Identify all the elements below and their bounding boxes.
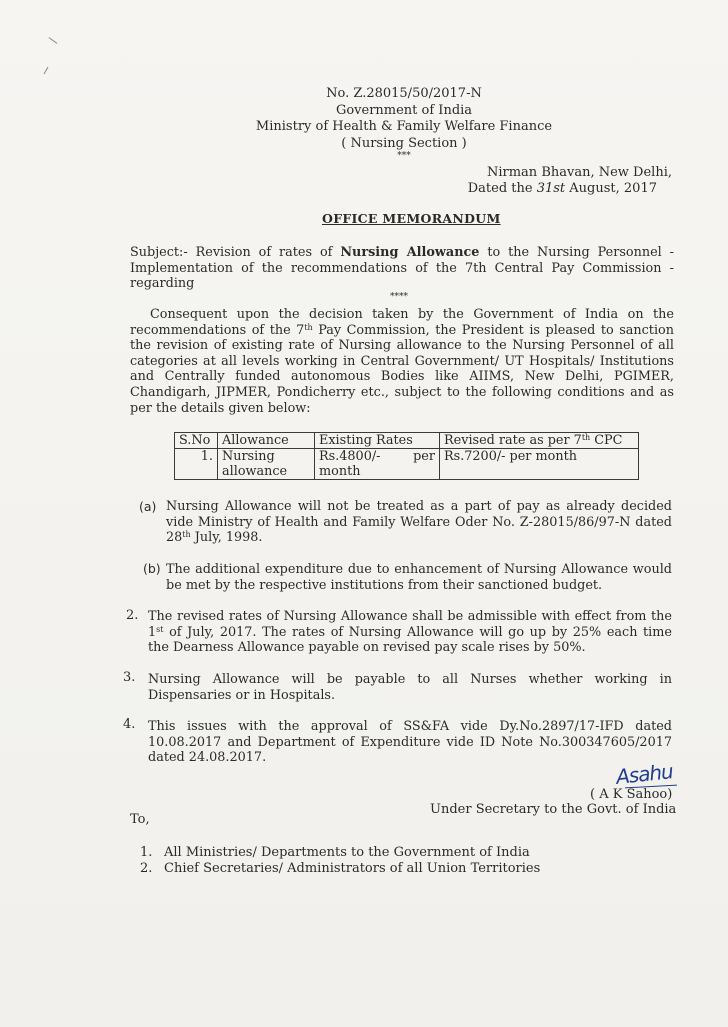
table-row: [175, 449, 639, 480]
scan-mark: [49, 37, 58, 44]
allowance-table: [174, 432, 639, 480]
existing-per: per: [413, 449, 435, 464]
cell-existing: [315, 449, 440, 480]
existing-line1: [319, 449, 435, 464]
place: Nirman Bhavan, New Delhi,: [486, 165, 672, 180]
intro-paragraph: [130, 307, 674, 416]
condition-a-text: [166, 499, 672, 546]
date-day: 31st: [536, 181, 566, 196]
intro-part2: Pay Commission, the President is pleased to sanction the revision of existing rate of Nursing allowance to the Nursing Personnel of all categories at all levels working in Central Government/ UT Hospitals/ Institutions and Centrally funded autonomous Bodies like AIIMS, New Delhi, PGIMER, Chandigarh, JIPMER, Pondicherry etc., subject to the following conditions and as per the details given below:: [130, 322, 674, 416]
subject-stars: ****: [390, 292, 408, 302]
point-4-text: This issues with the approval of SS&FA vide Dy.No.2897/17-IFD dated 10.08.2017 and Department of Expenditure vide ID Note No.300347605/2017 dated 24.08.2017.: [148, 719, 672, 766]
list-item: [140, 845, 540, 861]
cell-allowance: [218, 449, 315, 480]
point-3-text: Nursing Allowance will be payable to all Nurses whether working in Dispensaries or in Hospitals.: [148, 672, 672, 703]
date-line: [380, 181, 672, 197]
subject-lead: Subject:- Revision of rates of: [130, 245, 333, 260]
condition-a-label: (a): [139, 499, 157, 514]
intro-sup: th: [304, 322, 313, 332]
recipient-number: 1.: [140, 845, 153, 860]
subject-paragraph: [130, 245, 674, 292]
header-allowance: Allowance: [218, 433, 315, 449]
allowance-line2: allowance: [222, 464, 288, 479]
existing-amount: Rs.4800/-: [319, 449, 381, 464]
point-2-part1: The revised rates of Nursing Allowance shall be admissible with effect from the 1: [148, 609, 672, 640]
government-line: Government of India: [335, 102, 473, 118]
header-revised: [440, 433, 639, 449]
list-item: [140, 861, 540, 877]
point-2-sup: st: [156, 624, 164, 634]
intro-part1: Consequent upon the decision taken by the Government of India on the recommendations of the 7: [130, 307, 674, 338]
date-prefix: Dated the: [467, 181, 533, 196]
to-label: To,: [130, 812, 150, 827]
signatory-designation: Under Secretary to the Govt. of India: [430, 802, 677, 817]
condition-a-part1: Nursing Allowance will not be treated as a part of pay as already decided vide Ministry of Health and Family Welfare Oder No. Z-28015/86/97-N dated 28: [166, 499, 672, 546]
date-suffix: August, 2017: [569, 181, 657, 196]
point-2-text: [148, 609, 672, 656]
memo-title: OFFICE MEMORANDUM: [322, 211, 501, 226]
section-line: ( Nursing Section ): [341, 135, 467, 151]
header-stars: ***: [397, 151, 411, 161]
recipient-text: Chief Secretaries/ Administrators of all Union Territories: [164, 861, 541, 876]
header-revised-main: Revised rate as per 7: [444, 433, 582, 448]
condition-b-label: (b): [143, 561, 161, 576]
recipient-text: All Ministries/ Departments to the Government of India: [164, 845, 530, 860]
table-header-row: [175, 433, 639, 449]
recipient-list: [140, 845, 540, 877]
condition-a-part2: July, 1998.: [190, 530, 263, 546]
existing-line2: month: [319, 464, 361, 479]
subject-rest: to the Nursing Personnel - Implementation of the recommendations of the 7th Central Pay Commission - regarding: [130, 245, 674, 292]
signature-scrawl: Asahu: [614, 759, 674, 789]
file-number: No. Z.28015/50/2017-N: [326, 86, 482, 101]
signatory-name: ( A K Sahoo): [590, 787, 673, 802]
place-date: [380, 165, 672, 197]
header-existing: Existing Rates: [315, 433, 440, 449]
subject-bold: Nursing Allowance: [340, 245, 480, 260]
condition-b-text: The additional expenditure due to enhancement of Nursing Allowance would be met by the respective institutions from their sanctioned budget.: [166, 562, 672, 593]
header-revised-sup: th: [581, 433, 591, 442]
point-2-number: 2.: [126, 608, 139, 623]
ministry-line: Ministry of Health & Family Welfare Finance: [255, 119, 553, 134]
point-4-number: 4.: [123, 717, 136, 732]
letter-header: [40, 86, 728, 161]
cell-sno: 1.: [175, 449, 218, 480]
header-revised-tail: CPC: [590, 433, 623, 448]
allowance-line1: Nursing: [222, 449, 275, 464]
point-3-number: 3.: [123, 670, 136, 685]
scan-mark: [44, 67, 49, 74]
condition-a-sup: th: [182, 530, 191, 540]
cell-revised: Rs.7200/- per month: [440, 449, 639, 480]
header-sno: S.No: [175, 433, 218, 449]
point-2-part2: of July, 2017. The rates of Nursing Allowance will go up by 25% each time the Dearness Allowance payable on revised pay scale rises by 50%.: [148, 624, 672, 656]
recipient-number: 2.: [140, 861, 153, 876]
